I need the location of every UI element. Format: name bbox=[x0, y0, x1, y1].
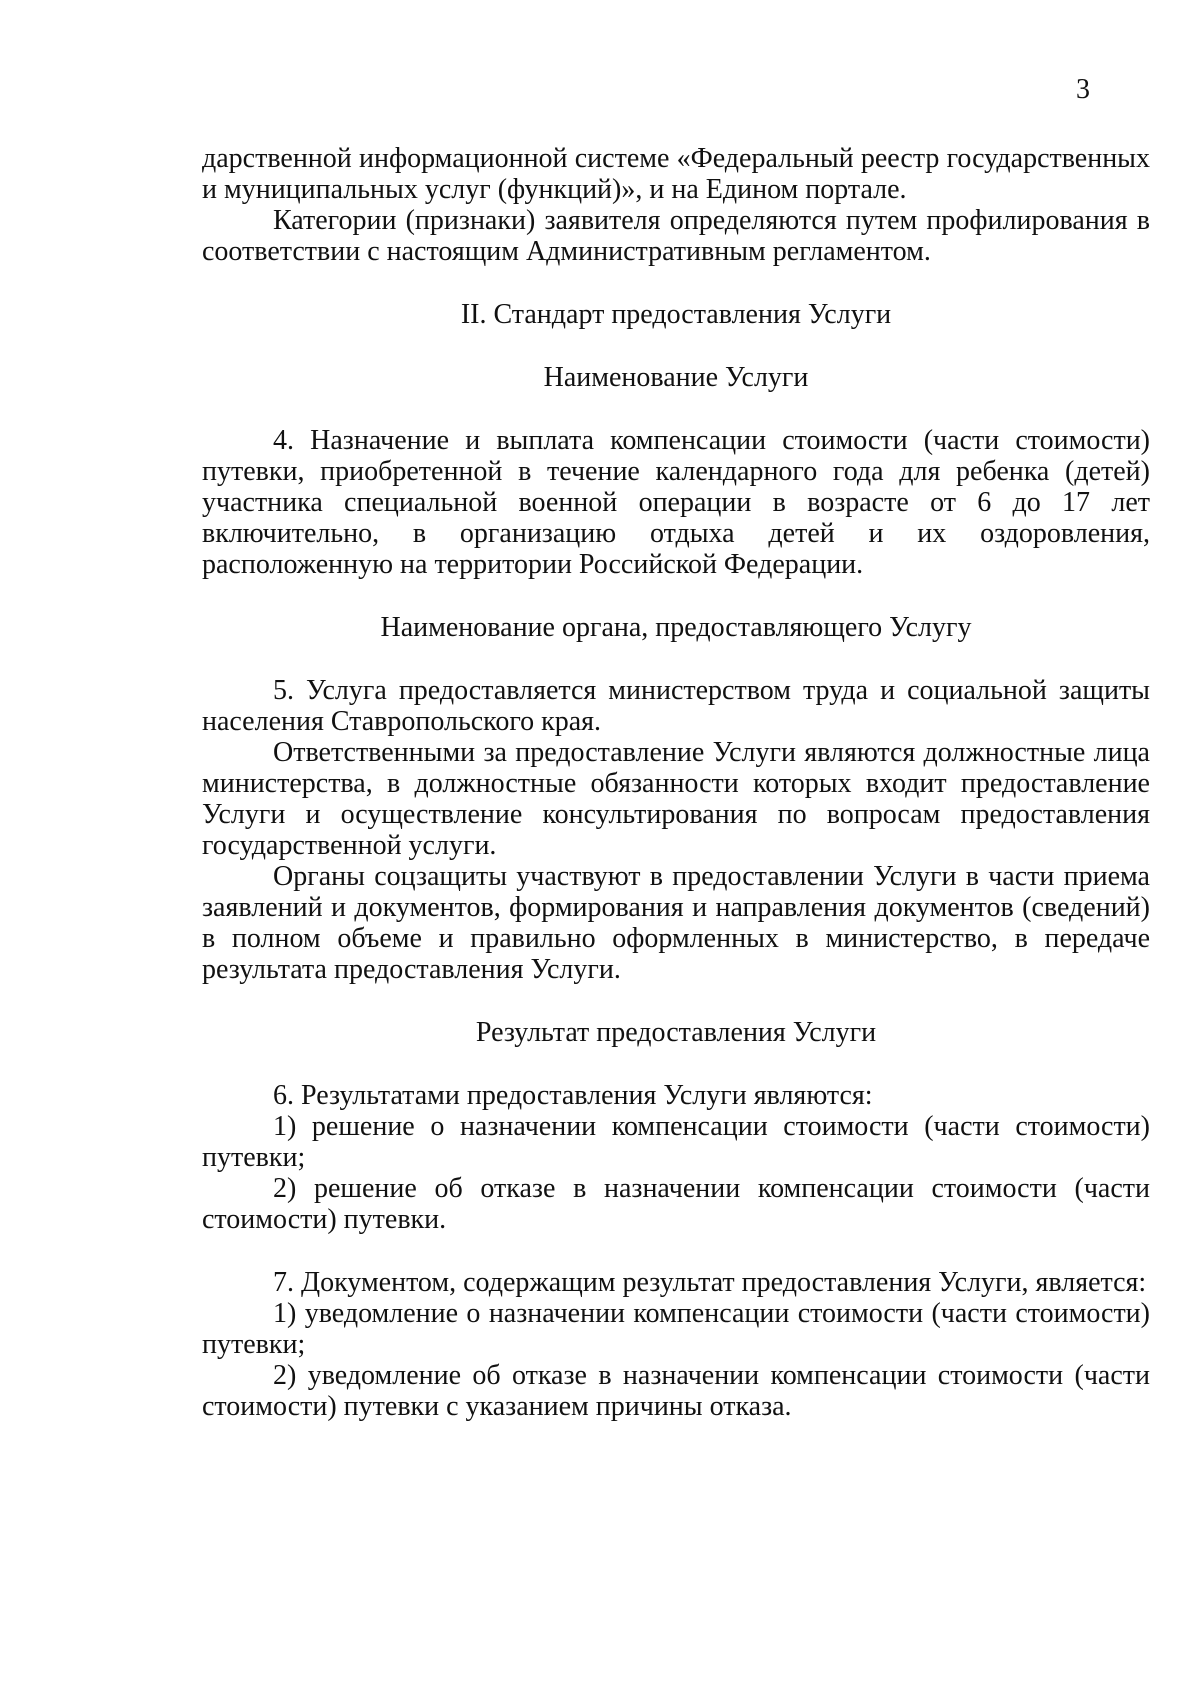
paragraph-5: 5. Услуга предоставляется министерством труда и социальной защиты населения Ставропольского края. bbox=[202, 675, 1150, 737]
list-item-6-2: 2) решение об отказе в назначении компенсации стоимости (части стоимости) путевки. bbox=[202, 1173, 1150, 1235]
list-item-7-1: 1) уведомление о назначении компенсации стоимости (части стоимости) путевки; bbox=[202, 1298, 1150, 1360]
paragraph-7: 7. Документом, содержащим результат предоставления Услуги, является: bbox=[273, 1267, 1147, 1298]
paragraph-6: 6. Результатами предоставления Услуги являются: bbox=[273, 1080, 873, 1111]
paragraph-social-protection: Органы соцзащиты участвуют в предоставлении Услуги в части приема заявлений и документов, формирования и направления документов (сведений) в полном объеме и правильно оформленных в министерство, в передаче результата предоставления Услуги. bbox=[202, 861, 1150, 985]
paragraph-continuation: дарственной информационной системе «Федеральный реестр государственных и муниципальных услуг (функций)», и на Едином портале. bbox=[202, 143, 1150, 205]
subheading-result: Результат предоставления Услуги bbox=[475, 1017, 877, 1048]
document-body bbox=[202, 143, 1150, 1422]
list-item-7-2: 2) уведомление об отказе в назначении компенсации стоимости (части стоимости) путевки с указанием причины отказа. bbox=[202, 1360, 1150, 1422]
section-heading: II. Стандарт предоставления Услуги bbox=[460, 299, 892, 330]
subheading-authority: Наименование органа, предоставляющего Услугу bbox=[380, 612, 972, 643]
page-number: 3 bbox=[1076, 74, 1090, 105]
subheading-service-name: Наименование Услуги bbox=[543, 362, 809, 393]
paragraph-applicant-categories: Категории (признаки) заявителя определяются путем профилирования в соответствии с настоящим Административным регламентом. bbox=[202, 205, 1150, 267]
paragraph-responsible: Ответственными за предоставление Услуги являются должностные лица министерства, в должностные обязанности которых входит предоставление Услуги и осуществление консультирования по вопросам предоставления государственной услуги. bbox=[202, 737, 1150, 861]
list-item-6-1: 1) решение о назначении компенсации стоимости (части стоимости) путевки; bbox=[202, 1111, 1150, 1173]
paragraph-4: 4. Назначение и выплата компенсации стоимости (части стоимости) путевки, приобретенной в течение календарного года для ребенка (детей) участника специальной военной операции в возрасте от 6 до 17 лет включительно, в организацию отдыха детей и их оздоровления, расположенную на территории Российской Федерации. bbox=[202, 425, 1150, 580]
